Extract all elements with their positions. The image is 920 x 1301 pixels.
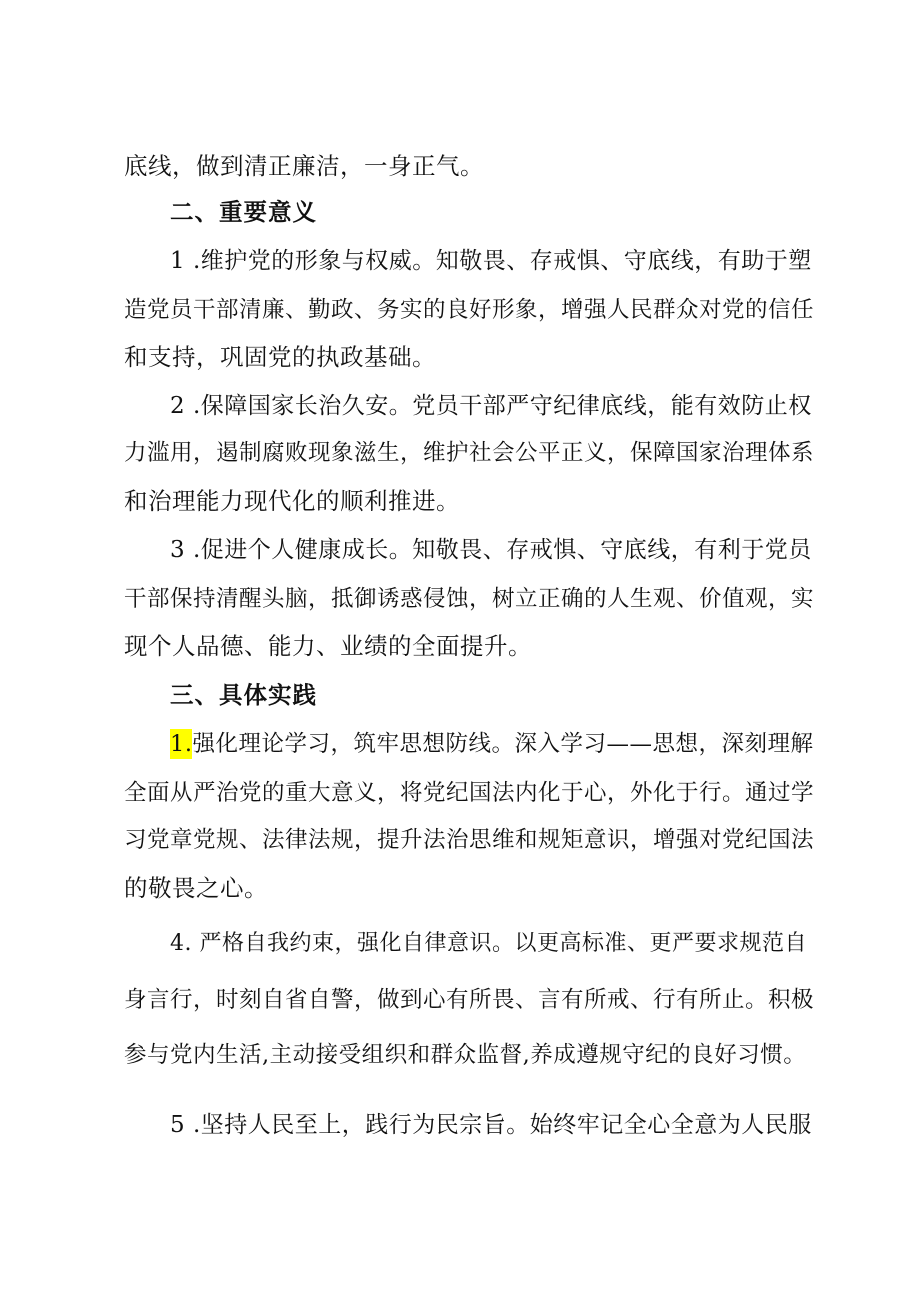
importance-p1-line2: 造党员干部清廉、勤政、务实的良好形象，增强人民群众对党的信任 xyxy=(124,297,815,323)
practice-p2-line1: 4. 严格自我约束，强化自律意识。以更高标准、更严要求规范自 xyxy=(170,931,807,956)
practice-p1-line3: 习党章党规、法律法规，提升法治思维和规矩意识，增强对党纪国法 xyxy=(124,827,815,853)
importance-p2-line1: 2 .保障国家长治久安。党员干部严守纪律底线，能有效防止权 xyxy=(170,393,812,419)
practice-p1-line4: 的敬畏之心。 xyxy=(124,874,268,902)
importance-p1-line3: 和支持，巩固党的执政基础。 xyxy=(124,343,436,371)
highlighted-list-marker: 1. xyxy=(170,731,193,757)
practice-p1-line1-text: 强化理论学习，筑牢思想防线。深入学习——思想，深刻理解 xyxy=(192,731,814,757)
practice-p3-line1: 5 .坚持人民至上，践行为民宗旨。始终牢记全心全意为人民服 xyxy=(170,1112,812,1138)
importance-p2-line3: 和治理能力现代化的顺利推进。 xyxy=(124,487,460,515)
practice-p2-line2: 身言行，时刻自省自警，做到心有所畏、言有所戒、行有所止。积极 xyxy=(124,987,815,1013)
practice-p1-line2: 全面从严治党的重大意义，将党纪国法内化于心，外化于行。通过学 xyxy=(124,780,815,806)
practice-p2-line3: 参与党内生活,主动接受组织和群众监督,养成遵规守纪的良好习惯。 xyxy=(124,1042,807,1068)
practice-p1-line1 xyxy=(170,728,814,760)
importance-p3-line1: 3 .促进个人健康成长。知敬畏、存戒惧、守底线，有利于党员 xyxy=(170,537,812,563)
importance-p2-line2: 力滥用，遏制腐败现象滋生，维护社会公平正义，保障国家治理体系 xyxy=(124,440,815,466)
section-heading-importance: 二、重要意义 xyxy=(170,198,317,226)
intro-line: 底线，做到清正廉洁，一身正气。 xyxy=(124,152,484,180)
section-heading-practice: 三、具体实践 xyxy=(170,681,317,709)
importance-p1-line1: 1 .维护党的形象与权威。知敬畏、存戒惧、守底线，有助于塑 xyxy=(170,248,812,274)
importance-p3-line2: 干部保持清醒头脑，抵御诱惑侵蚀，树立正确的人生观、价值观，实 xyxy=(124,586,815,612)
importance-p3-line3: 现个人品德、能力、业绩的全面提升。 xyxy=(124,632,532,660)
